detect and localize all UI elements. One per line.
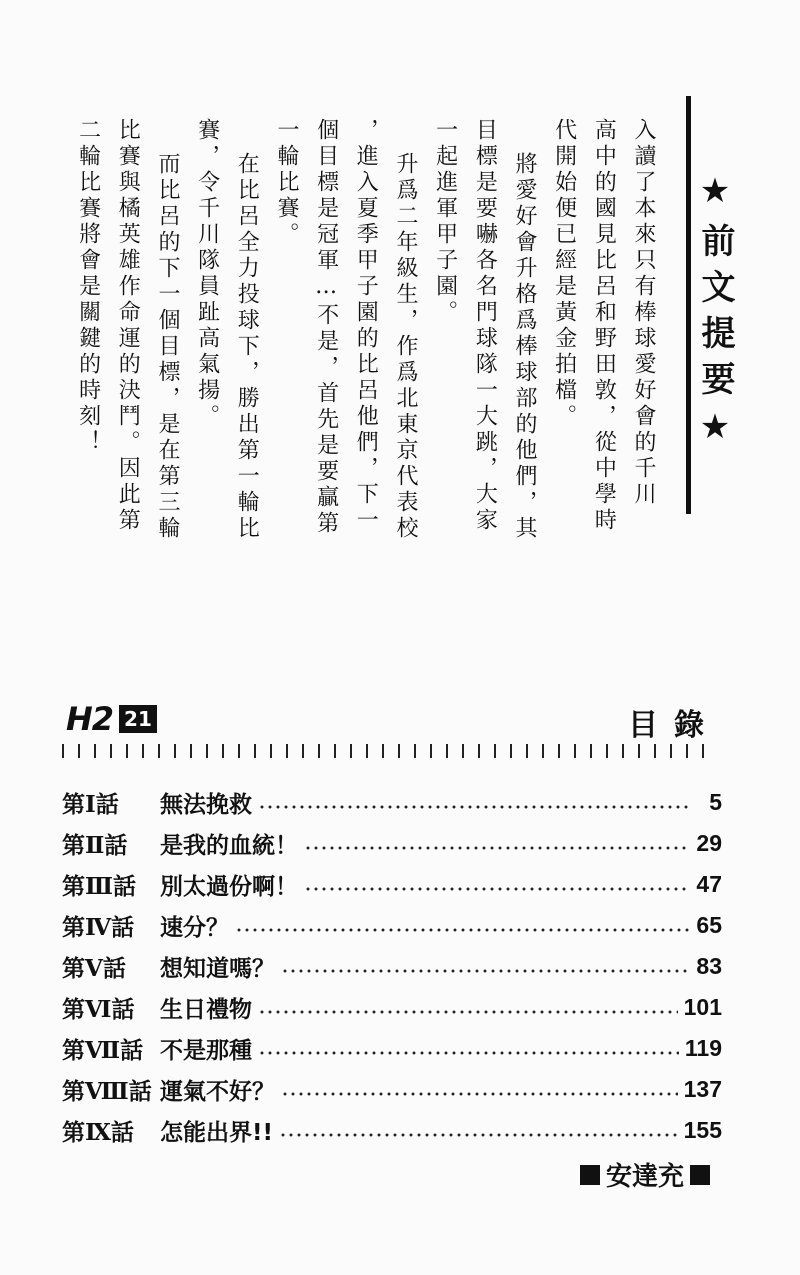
synopsis-text <box>70 118 660 542</box>
page-number: 137 <box>683 1076 722 1102</box>
toc-row <box>62 987 722 1028</box>
synopsis-line: 將愛好會升格爲棒球部的他們，其 <box>511 152 537 542</box>
series-logo <box>66 700 157 738</box>
chapter-title: 不是那種 <box>160 1038 252 1064</box>
chapter-title: 運氣不好？ <box>160 1079 275 1105</box>
synopsis-line: ，進入夏季甲子園的比呂他們，下一 <box>353 118 379 534</box>
chapter-number: 第Ⅰ話 <box>62 791 119 818</box>
synopsis-line: 比賽與橘英雄作命運的決鬥。因此第 <box>115 118 141 534</box>
square-bullet-icon <box>690 1165 710 1185</box>
synopsis-line: 代開始便已經是黃金拍檔。 <box>551 118 577 430</box>
toc-row <box>62 946 722 987</box>
page-number: 29 <box>696 830 722 856</box>
toc-row <box>62 905 722 946</box>
chapter-title: 無法挽救 <box>160 792 252 818</box>
synopsis-line: 高中的國見比呂和野田敦，從中學時 <box>591 118 617 534</box>
chapter-title: 怎能出界!! <box>160 1120 273 1146</box>
page-number: 5 <box>709 789 722 815</box>
page-number: 119 <box>684 1035 722 1061</box>
dot-leader <box>304 846 690 850</box>
toc-row <box>62 1028 722 1069</box>
chapter-title: 是我的血統！ <box>160 833 298 859</box>
toc-row <box>62 1110 722 1151</box>
toc-row <box>62 1069 722 1110</box>
page-number: 83 <box>696 953 722 979</box>
synopsis-line: 升爲二年級生，作爲北東京代表校 <box>392 152 418 542</box>
page-number: 101 <box>683 994 722 1020</box>
dot-leader <box>281 1092 678 1096</box>
toc-title: 目錄 <box>628 708 720 743</box>
tick-divider <box>62 744 714 758</box>
volume-badge: 21 <box>119 705 157 733</box>
chapter-number: 第Ⅲ話 <box>62 873 137 900</box>
page-number: 47 <box>696 871 722 897</box>
dot-leader <box>279 1133 678 1137</box>
dot-leader <box>304 887 690 891</box>
dot-leader <box>281 969 690 973</box>
synopsis-line: 一起進軍甲子園。 <box>432 118 458 326</box>
synopsis-line: 一輪比賽。 <box>273 118 299 248</box>
toc-list <box>62 782 722 1151</box>
synopsis-title: ★前文提要★ <box>695 171 735 459</box>
logo-text: H2 <box>66 700 114 738</box>
dot-leader <box>258 1010 678 1014</box>
dot-leader <box>235 928 690 932</box>
toc-row <box>62 864 722 905</box>
synopsis-line: 賽，令千川隊員趾高氣揚。 <box>194 118 220 430</box>
square-bullet-icon <box>580 1165 600 1185</box>
synopsis-line: 目標是要嚇各名門球隊一大跳，大家 <box>472 118 498 534</box>
page-number: 155 <box>683 1117 722 1143</box>
chapter-number: 第Ⅸ話 <box>62 1119 134 1146</box>
page-number: 65 <box>696 912 722 938</box>
chapter-number: 第Ⅷ話 <box>62 1078 152 1105</box>
chapter-number: 第Ⅳ話 <box>62 914 135 941</box>
dot-leader <box>258 1051 679 1055</box>
toc-row <box>62 823 722 864</box>
chapter-number: 第Ⅱ話 <box>62 832 128 859</box>
synopsis-line: 二輪比賽將會是關鍵的時刻！ <box>75 118 101 456</box>
author-credit <box>580 1156 710 1193</box>
toc-row <box>62 782 722 823</box>
synopsis-line: 入讀了本來只有棒球愛好會的千川 <box>631 118 656 508</box>
author-name: 安達充 <box>606 1162 685 1192</box>
chapter-number: 第Ⅵ話 <box>62 996 135 1023</box>
dot-leader <box>258 805 692 809</box>
chapter-title: 別太過份啊！ <box>160 874 298 900</box>
chapter-number: 第Ⅶ話 <box>62 1037 144 1064</box>
chapter-title: 想知道嗎？ <box>160 956 275 982</box>
chapter-title: 生日禮物 <box>160 997 252 1023</box>
synopsis-line: 而比呂的下一個目標，是在第三輪 <box>154 152 180 542</box>
chapter-number: 第Ⅴ話 <box>62 955 126 982</box>
synopsis-line: 個目標是冠軍…不是，首先是要贏第 <box>313 118 339 537</box>
synopsis-line: 在比呂全力投球下，勝出第一輪比 <box>234 152 260 542</box>
chapter-title: 速分？ <box>160 915 229 941</box>
